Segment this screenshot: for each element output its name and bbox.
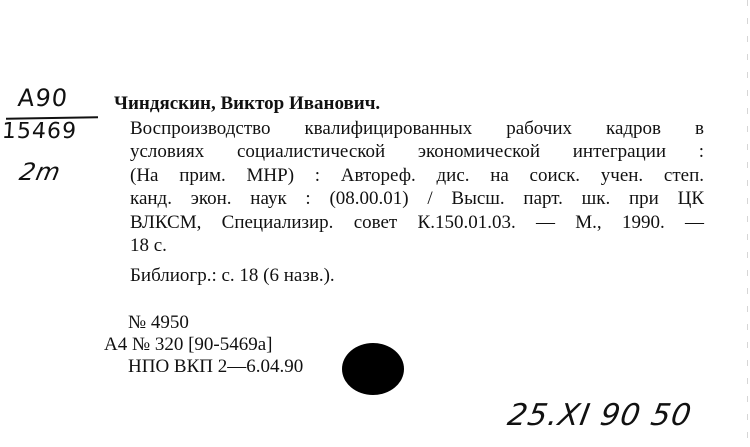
description-line: ВЛКСМ, Специализир. совет К.150.01.03. — М., 1990. — xyxy=(130,211,704,233)
description-line: (На прим. МНР) : Автореф. дис. на соиск. учен. степ. xyxy=(130,164,704,186)
bibliographic-entry xyxy=(104,92,704,287)
stamp-mark xyxy=(342,343,404,395)
author-heading: Чиндяскин, Виктор Иванович. xyxy=(114,93,381,114)
handwritten-shelfmark-top: A90 xyxy=(16,84,70,112)
description-line: Воспроизводство квалифицированных рабочих кадров в xyxy=(130,117,704,139)
handwritten-shelfmark-bottom: 15469 xyxy=(1,119,78,144)
card-edge xyxy=(747,0,748,447)
record-description xyxy=(104,117,704,258)
description-line: условиях социалистической экономической интеграции : xyxy=(130,141,704,162)
description-line: канд. экон. наук : (08.00.01) / Высш. парт. шк. при ЦК xyxy=(130,188,704,209)
npo-code: НПО ВКП 2—6.04.90 xyxy=(128,356,304,377)
description-line: 18 с. xyxy=(130,235,167,256)
card-number: № 4950 xyxy=(128,312,189,333)
card-codes xyxy=(104,312,303,378)
bibliography-note: Библиогр.: с. 18 (6 назв.). xyxy=(130,264,335,286)
handwritten-date-mark: 25.XI 90 50 xyxy=(504,398,695,433)
shelf-code: А4 № 320 [90-5469а] xyxy=(104,334,273,355)
handwritten-note: 2m xyxy=(17,158,64,186)
